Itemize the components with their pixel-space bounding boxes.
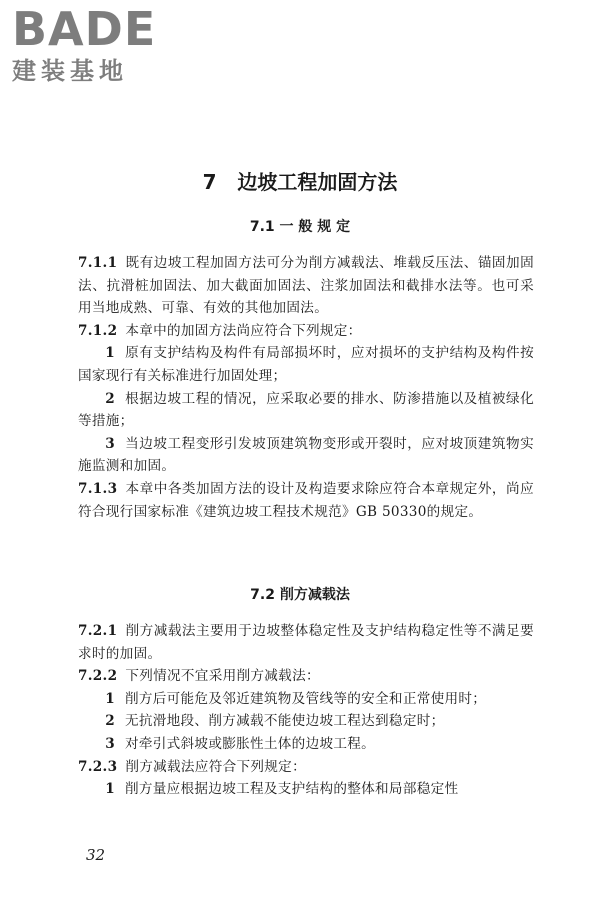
- clause-7-2-2: [78, 665, 534, 688]
- clause-number: 7.2.3: [78, 758, 118, 775]
- item-text: 对牵引式斜坡或膨胀性土体的边坡工程。: [124, 735, 376, 752]
- clause-text: 本章中的加固方法尚应符合下列规定：: [125, 322, 362, 339]
- item-number: 1: [105, 690, 115, 707]
- clause-7-2-3: [78, 756, 534, 779]
- item-text: 原有支护结构及构件有局部损坏时，应对损坏的支护结构及构件按国家现行有关标准进行加固处理；: [78, 345, 534, 384]
- clause-7-1-2-item-2: [78, 388, 534, 433]
- item-text: 削方量应根据边坡工程及支护结构的整体和局部稳定性: [124, 781, 459, 798]
- clause-text: 本章中各类加固方法的设计及构造要求除应符合本章规定外，尚应符合现行国家标准《建筑边坡工程技术规范》GB 50330的规定。: [78, 480, 534, 520]
- clause-7-2-1: [78, 620, 534, 665]
- clause-number: 7.2.2: [78, 668, 118, 685]
- logo-mark: BADE: [12, 2, 157, 56]
- item-number: 2: [105, 713, 115, 730]
- item-number: 1: [105, 781, 115, 798]
- brand-logo: [12, 4, 187, 86]
- clause-7-1-3: [78, 478, 534, 523]
- item-text: 无抗滑地段、削方减载不能使边坡工程达到稳定时；: [124, 713, 445, 730]
- item-text: 削方后可能危及邻近建筑物及管线等的安全和正常使用时；: [124, 690, 487, 707]
- logo-subtitle: 建装基地: [12, 57, 128, 85]
- clause-number: 7.1.1: [78, 255, 118, 271]
- section-7-1-body: [78, 252, 534, 523]
- item-number: 3: [105, 435, 115, 452]
- clause-7-1-2-item-3: [78, 433, 534, 478]
- chapter-number: 7: [202, 170, 217, 194]
- chapter-title: [0, 166, 600, 195]
- item-number: 1: [105, 345, 115, 362]
- section-7-2-body: [78, 620, 534, 801]
- item-text: 当边坡工程变形引发坡顶建筑物变形或开裂时，应对坡顶建筑物实施监测和加固。: [78, 435, 534, 475]
- clause-number: 7.2.1: [78, 623, 118, 639]
- clause-7-2-2-item-2: [78, 710, 534, 733]
- clause-text: 既有边坡工程加固方法可分为削方减载法、堆载反压法、锚固加固法、抗滑桩加固法、加大截面加固法、注浆加固法和截排水法等。也可采用当地成熟、可靠、有效的其他加固法。: [78, 255, 534, 317]
- section-heading-7-1: 7.1 一 般 规 定: [249, 219, 351, 235]
- clause-7-1-2-item-1: [78, 342, 534, 387]
- clause-text: 削方减载法主要用于边坡整体稳定性及支护结构稳定性等不满足要求时的加固。: [78, 623, 534, 662]
- clause-text: 下列情况不宜采用削方减载法：: [125, 668, 320, 685]
- clause-number: 7.1.2: [78, 322, 118, 339]
- section-heading-7-2: 7.2 削方减载法: [250, 587, 350, 603]
- item-number: 2: [105, 390, 115, 407]
- clause-7-2-3-item-1: [78, 778, 534, 801]
- clause-7-2-2-item-1: [78, 688, 534, 711]
- chapter-title-text: 边坡工程加固方法: [237, 170, 398, 194]
- clause-number: 7.1.3: [78, 480, 118, 497]
- item-text: 根据边坡工程的情况，应采取必要的排水、防渗措施以及植被绿化等措施；: [78, 390, 534, 430]
- clause-7-1-1: [78, 252, 534, 320]
- clause-7-2-2-item-3: [78, 733, 534, 756]
- clause-7-1-2: [78, 320, 534, 343]
- item-number: 3: [105, 735, 115, 752]
- clause-text: 削方减载法应符合下列规定：: [125, 758, 306, 775]
- page-number: 32: [86, 846, 106, 864]
